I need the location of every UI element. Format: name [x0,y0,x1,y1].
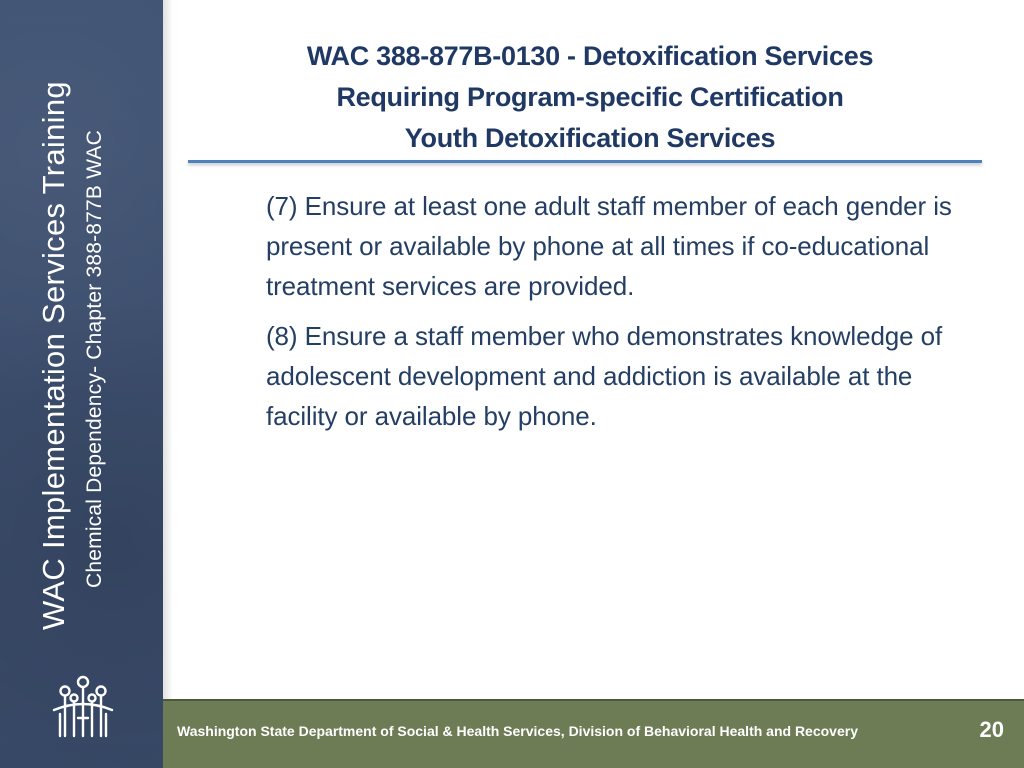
title-line-3: Youth Detoxification Services [404,123,776,153]
footer-text: Washington State Department of Social & Health Services, Division of Behavioral Health and Recovery [177,723,858,739]
sidebar [0,0,163,768]
slide-body [266,186,971,446]
paragraph-8: (8) Ensure a staff member who demonstrates knowledge of adolescent development and addiction is available at the facility or available by phone. [266,321,943,431]
title-divider [188,160,982,163]
sidebar-title: WAC Implementation Services Training [36,81,71,630]
title-line-2: Requiring Program-specific Certification [336,82,844,112]
family-figures-icon [50,674,116,740]
sidebar-subtitle: Chemical Dependency- Chapter 388-877B WAC [83,130,106,588]
title-line-1: WAC 388-877B-0130 - Detoxification Services [306,41,874,71]
page-number: 20 [979,717,1004,742]
footer-bar [163,699,1024,768]
slide-title [190,36,990,159]
paragraph-7: (7) Ensure at least one adult staff member of each gender is present or available by phone at all times if co-educational treatment services are provided. [266,191,952,301]
sidebar-shadow [163,0,173,768]
